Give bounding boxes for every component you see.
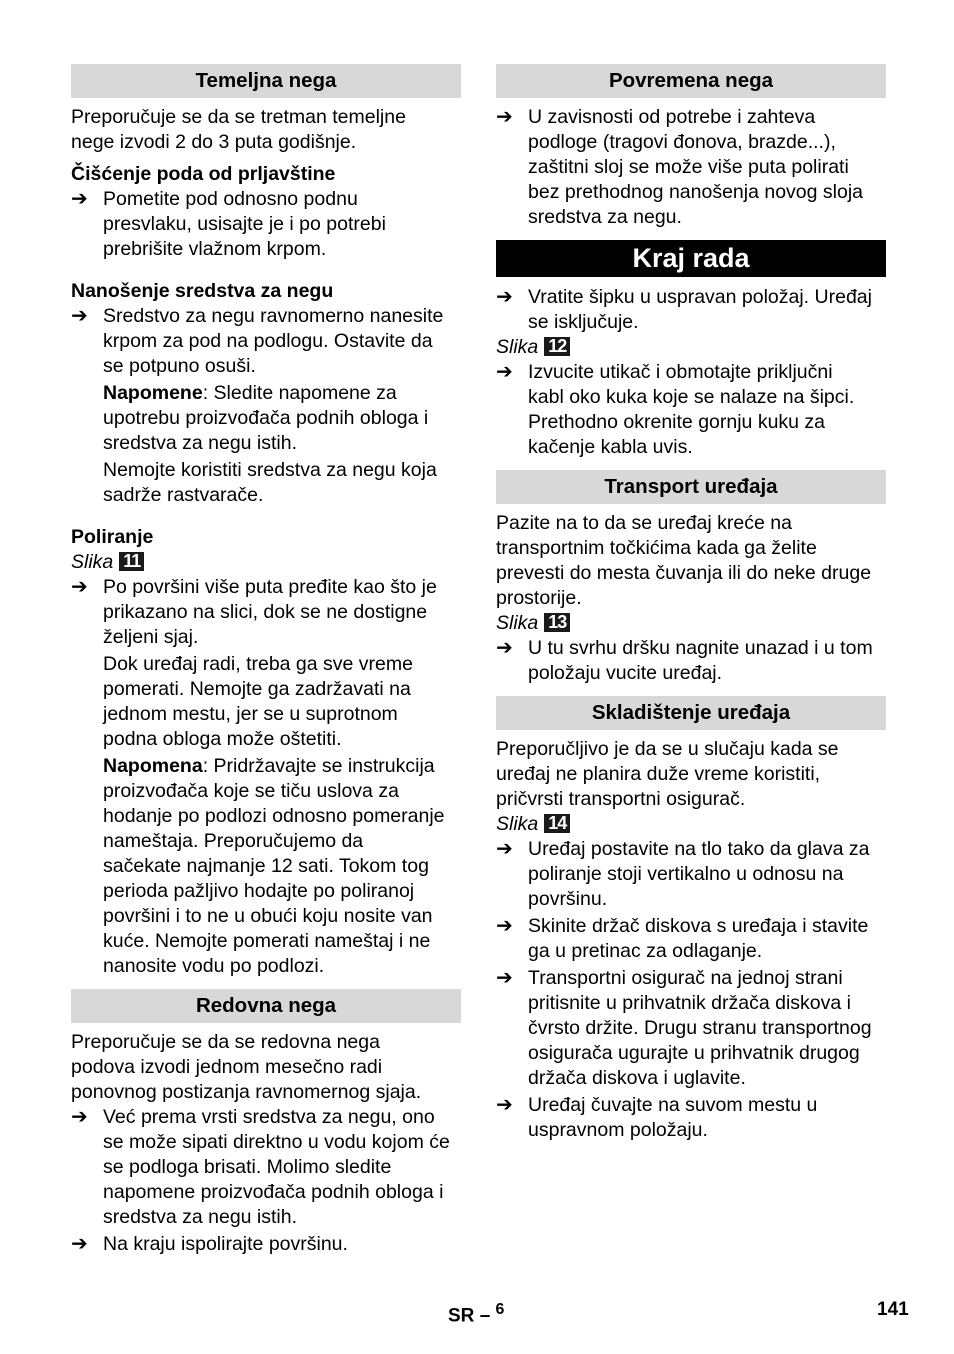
arrow-right-icon: ➔ [71,576,88,598]
section-heading-temeljna-nega: Temeljna nega [71,64,461,98]
step-text: U tu svrhu dršku nagnite unazad i u tom položaju vucite uređaj. [528,637,873,684]
section-heading-redovna-nega: Redovna nega [71,989,461,1023]
section-heading-transport: Transport uređaja [496,470,886,504]
step-item [71,1105,461,1230]
step-item [496,837,886,912]
figure-reference [496,335,886,360]
note-text: Dok uređaj radi, treba ga sve vreme pomerati. Nemojte ga zadržavati na jednom mestu, jer se u suprotnom podna obloga može oštetiti. [103,653,413,750]
step-text: Pometite pod odnosno podnu presvlaku, usisajte je i po potrebi prebrišite vlažnom krpom. [103,188,386,260]
arrow-right-icon: ➔ [496,286,513,308]
step-text: Transportni osigurač na jednoj strani pritisnite u prihvatnik držača diskova i čvrsto držite. Drugu stranu transportnog osigurača ugurajte u prihvatnik drugog držača diskova i uglavite. [528,967,872,1089]
figure-label: Slika [496,612,539,634]
step-text: Vratite šipku u uspravan položaj. Uređaj se isključuje. [528,286,872,333]
step-item [496,636,886,686]
step-text: Po površini više puta pređite kao što je prikazano na slici, dok se ne dostigne željeni sjaj. [103,576,437,648]
step-item [496,285,886,335]
step-item [496,360,886,460]
section-heading-skladistenje: Skladištenje uređaja [496,696,886,730]
footer-language: SR [448,1305,475,1327]
step-text: Uređaj čuvajte na suvom mestu u uspravnom položaju. [528,1094,818,1141]
figure-number-badge: 14 [544,814,570,833]
note-text: Nemojte koristiti sredstva za negu koja sadrže rastvarače. [103,459,437,506]
note-label: Napomene [103,382,203,404]
arrow-right-icon: ➔ [496,967,513,989]
note-paragraph [71,652,461,752]
note-label: Napomena [103,755,203,777]
paragraph: Preporučljivo je da se u slučaju kada se uređaj ne planira duže vreme koristiti, pričvrsti transportni osigurač. [496,738,839,810]
note-text: : Pridržavajte se instrukcija proizvođača koje se tiču uslova za hodanje po podlozi odnosno pomeranje nameštaja. Preporučujemo da sačekate najmanje 12 sati. Tokom tog perioda pažljivo hodajte po poliranoj površini i to ne u obući koju nosite van kuće. Nemojte pomerati nameštaj i ne nanosite vodu po podlozi. [103,755,445,977]
step-text: Skinite držač diskova s uređaja i stavite ga u pretinac za odlaganje. [528,915,869,962]
arrow-right-icon: ➔ [496,637,513,659]
note-paragraph [71,754,461,979]
subheading-nanosenje: Nanošenje sredstva za negu [71,280,334,302]
arrow-right-icon: ➔ [71,1233,88,1255]
paragraph: Preporučuje se da se redovna nega podova izvodi jednom mesečno radi ponovnog postizanja ravnomernog sjaja. [71,1031,422,1103]
chapter-heading-kraj-rada: Kraj rada [496,240,886,277]
paragraph: Pazite na to da se uređaj kreće na transportnim točkićima kada ga želite prevesti do mesta čuvanja ili do neke druge prostorije. [496,512,872,609]
subheading-ciscenje: Čišćenje poda od prljavštine [71,163,336,185]
step-item [71,304,461,379]
note-paragraph [71,381,461,456]
section-heading-povremena-nega: Povremena nega [496,64,886,98]
step-item [496,1093,886,1143]
figure-reference [496,611,886,636]
subheading-poliranje: Poliranje [71,526,154,548]
step-text: Sredstvo za negu ravnomerno nanesite krpom za pod na podlogu. Ostavite da se potpuno osuši. [103,305,444,377]
figure-number-badge: 12 [544,337,570,356]
arrow-right-icon: ➔ [496,106,513,128]
arrow-right-icon: ➔ [496,1094,513,1116]
footer-section-page: 6 [495,1301,505,1318]
step-text: U zavisnosti od potrebe i zahteva podloge (tragovi đonova, brazde...), zaštitni sloj se može više puta polirati bez prethodnog nanošenja novog sloja sredstva za negu. [528,106,864,228]
figure-reference [496,812,886,837]
right-column [496,64,886,1143]
step-text: Već prema vrsti sredstva za negu, ono se može sipati direktno u vodu kojom će se podloga brisati. Molimo sledite napomene proizvođača podnih obloga i sredstva za negu istih. [103,1106,450,1228]
left-column [71,64,461,1257]
note-paragraph [71,458,461,508]
step-item [496,914,886,964]
figure-number-badge: 13 [544,613,570,632]
step-item [71,187,461,262]
step-text: Uređaj postavite na tlo tako da glava za poliranje stoji vertikalno u odnosu na površinu. [528,838,870,910]
page-number: 141 [877,1299,909,1320]
arrow-right-icon: ➔ [496,838,513,860]
paragraph: Preporučuje se da se tretman temeljne nege izvodi 2 do 3 puta godišnje. [71,106,406,153]
step-item [71,1232,461,1257]
step-text: Izvucite utikač i obmotajte priključni kabl oko kuka koje se nalaze na šipci. Prethodno okrenite gornju kuku za kačenje kabla uvis. [528,361,855,458]
step-item [71,575,461,650]
figure-reference [71,550,461,575]
figure-label: Slika [496,336,539,358]
footer-language-section [448,1297,504,1328]
arrow-right-icon: ➔ [71,305,88,327]
arrow-right-icon: ➔ [71,188,88,210]
step-item [496,966,886,1091]
figure-label: Slika [71,551,114,573]
step-text: Na kraju ispolirajte površinu. [103,1233,348,1255]
figure-label: Slika [496,813,539,835]
note-text: : Sledite napomene za upotrebu proizvođača podnih obloga i sredstva za negu istih. [103,382,429,454]
arrow-right-icon: ➔ [496,361,513,383]
arrow-right-icon: ➔ [496,915,513,937]
step-item [496,105,886,230]
figure-number-badge: 11 [119,552,144,571]
footer-dash: – [479,1305,491,1327]
arrow-right-icon: ➔ [71,1106,88,1128]
